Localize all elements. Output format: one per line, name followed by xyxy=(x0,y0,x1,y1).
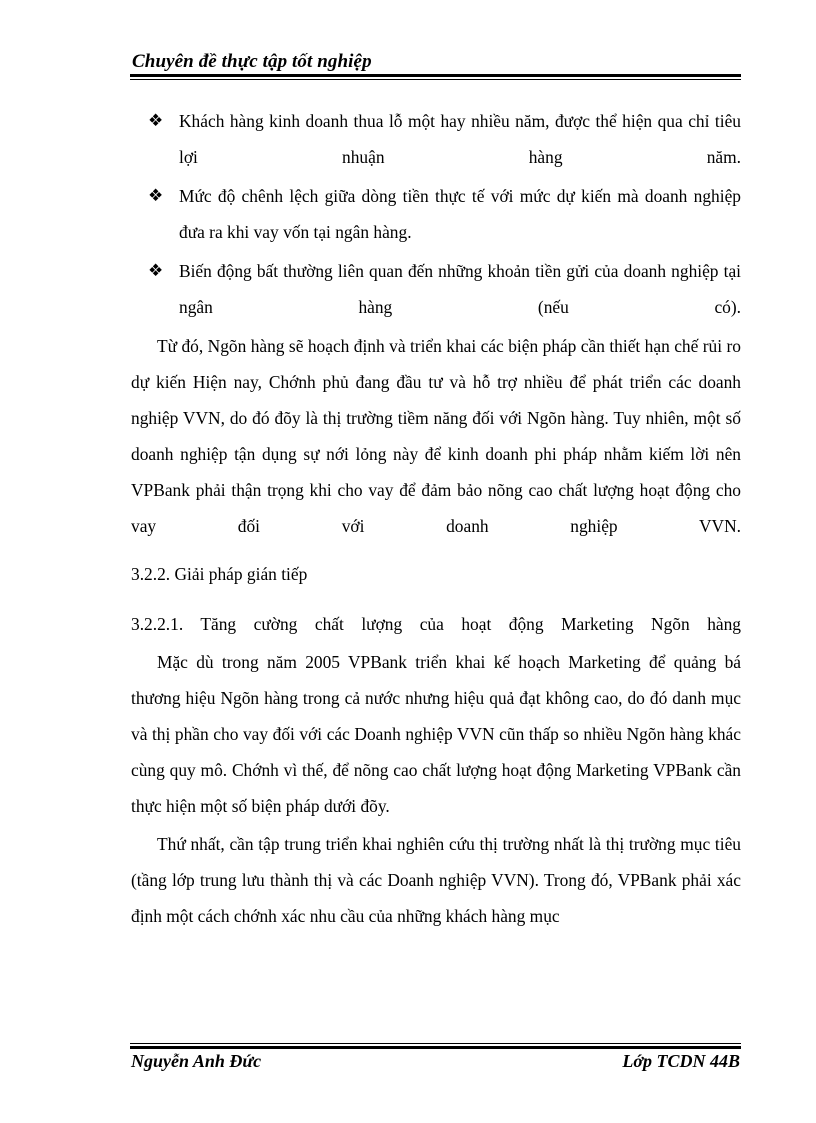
paragraph-marketing-2005: Mặc dù trong năm 2005 VPBank triển khai kế hoạch Marketing để quảng bá thương hiệu Ngõn hàng trong cả nước nhưng hiệu quả đạt không cao, do đó danh mục và thị phần cho vay đối với các Doanh nghiệp VVN cũn thấp so nhiều Ngõn hàng khác cùng quy mô. Chớnh vì thế, để nõng cao chất lượng hoạt động Marketing VPBank cần thực hiện một số biện pháp dưới đõy. xyxy=(131,652,741,816)
header-rule-thin xyxy=(130,79,741,80)
diamond-bullet-icon: ❖ xyxy=(148,111,164,130)
footer-rule-thick xyxy=(130,1046,741,1049)
subsection-heading-marketing: 3.2.2.1. Tăng cường chất lượng của hoạt động Marketing Ngõn hàng xyxy=(131,614,741,634)
diamond-bullet-icon: ❖ xyxy=(148,186,164,205)
footer-class-label: Lớp TCDN 44B xyxy=(622,1051,740,1071)
paragraph-market-research: Thứ nhất, cần tập trung triển khai nghiên cứu thị trường nhất là thị trường mục tiêu (tầng lớp trung lưu thành thị và các Doanh nghiệp VVN). Trong đó, VPBank phải xác định một cách chớnh xác nhu cầu của những khách hàng mục xyxy=(131,834,741,926)
list-item xyxy=(131,103,741,175)
paragraph-risk-management: Từ đó, Ngõn hàng sẽ hoạch định và triển khai các biện pháp cần thiết hạn chế rủi ro dự kiến Hiện nay, Chớnh phủ đang đầu tư và hỗ trợ nhiều để phát triển các doanh nghiệp VVN, do đó đõy là thị trường tiềm năng đối với Ngõn hàng. Tuy nhiên, một số doanh nghiệp tận dụng sự nới lỏng này để kinh doanh phi pháp nhằm kiếm lời nên VPBank phải thận trọng khi cho vay để đảm bảo nõng cao chất lượng hoạt động cho vay đối với doanh nghiệp VVN. xyxy=(131,336,741,536)
bullet-list xyxy=(131,103,741,325)
list-item-text: Mức độ chênh lệch giữa dòng tiền thực tế với mức dự kiến mà doanh nghiệp đưa ra khi vay vốn tại ngân hàng. xyxy=(179,186,741,242)
list-item xyxy=(131,253,741,325)
footer-author: Nguyễn Anh Đức xyxy=(131,1051,262,1071)
list-item xyxy=(131,178,741,250)
list-item-text: Biến động bất thường liên quan đến những khoản tiền gửi của doanh nghiệp tại ngân hàng (nếu có). xyxy=(179,261,741,317)
section-heading-indirect-solutions: 3.2.2. Giải pháp gián tiếp xyxy=(131,564,308,584)
list-item-text: Khách hàng kinh doanh thua lỗ một hay nhiều năm, được thể hiện qua chỉ tiêu lợi nhuận hàng năm. xyxy=(179,111,741,167)
page-header-title: Chuyên đề thực tập tốt nghiệp xyxy=(132,51,372,72)
page-body xyxy=(131,103,741,934)
diamond-bullet-icon: ❖ xyxy=(148,261,164,280)
header-rule-thick xyxy=(130,74,741,77)
footer-rule-thin xyxy=(130,1043,741,1044)
